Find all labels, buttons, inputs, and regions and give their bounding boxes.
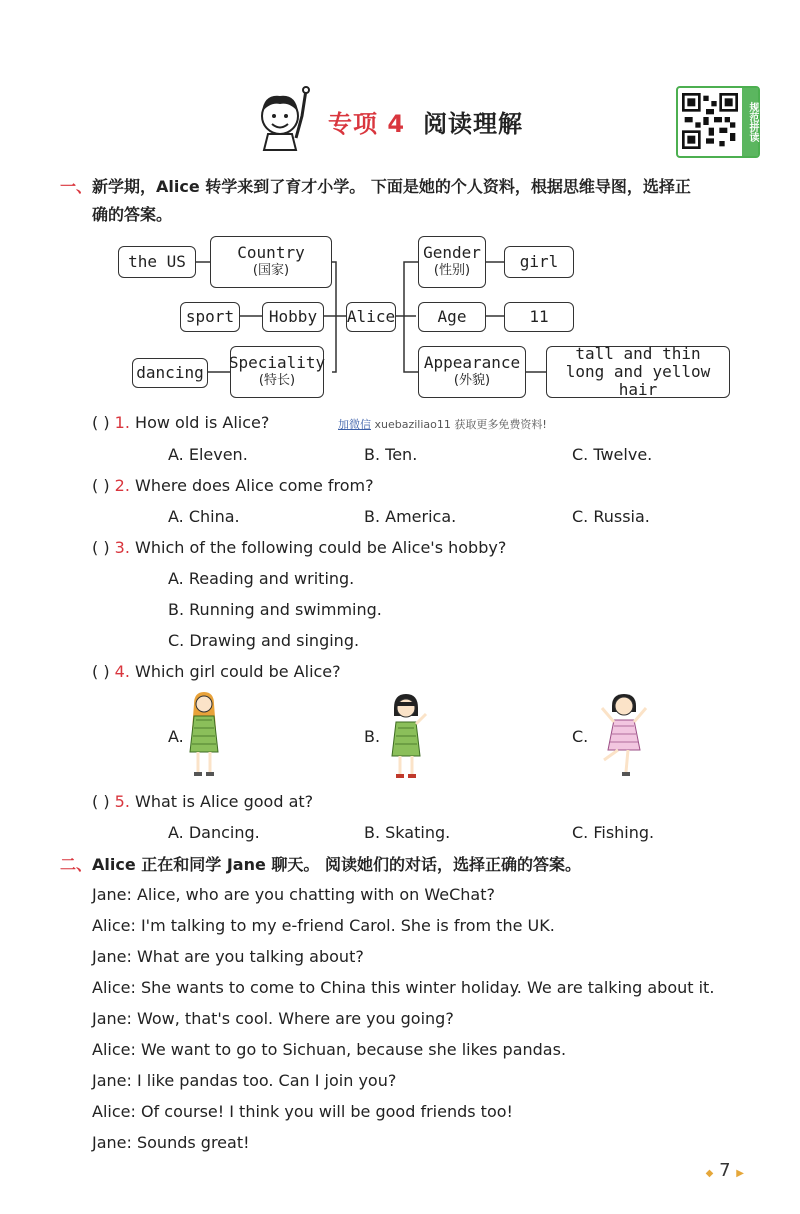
mindmap-appearance: [418, 346, 526, 398]
hobby-label: Hobby: [268, 307, 318, 326]
girl-b-icon: [384, 692, 430, 786]
title-text: 阅读理解: [423, 110, 524, 138]
q1-option-b[interactable]: B. Ten.: [364, 445, 418, 464]
mindmap-gender: [418, 236, 486, 288]
answer-blank[interactable]: ( ): [92, 792, 110, 811]
question-1: [92, 412, 269, 434]
section1-number: 一、: [60, 177, 93, 196]
mindmap-speciality-value: [132, 358, 208, 388]
age-label: Age: [437, 307, 467, 326]
mindmap-country: [210, 236, 332, 288]
question-text: How old is Alice?: [135, 413, 270, 432]
q5-option-b[interactable]: B. Skating.: [364, 823, 451, 842]
center-label: Alice: [346, 307, 396, 326]
answer-blank[interactable]: ( ): [92, 662, 110, 681]
appearance-label: Appearance: [423, 353, 521, 372]
q3-option-a[interactable]: A. Reading and writing.: [168, 569, 355, 588]
qr-side-label: 规范拼读: [742, 88, 758, 156]
country-label-cn: (国家): [252, 263, 290, 278]
question-3: [92, 537, 506, 559]
dialog-line: Alice: She wants to come to China this winter holiday. We are talking about it.: [92, 978, 715, 997]
appearance-value-line1: tall and thin: [575, 344, 701, 363]
answer-blank[interactable]: ( ): [92, 476, 110, 495]
watermark-prefix: 加微信: [338, 418, 371, 431]
girl-a-icon: [186, 690, 222, 784]
speciality-value-text: dancing: [136, 363, 204, 382]
question-number: 2.: [114, 476, 130, 495]
dialog-line: Alice: We want to go to Sichuan, because she likes pandas.: [92, 1040, 567, 1059]
dialog-line: Alice: Of course! I think you will be good friends too!: [92, 1102, 513, 1121]
speciality-label-cn: (特长): [258, 373, 296, 388]
section1-instruction-line2: 确的答案。: [92, 205, 173, 224]
mindmap-hobby-value: [180, 302, 240, 332]
country-label: Country: [237, 243, 305, 262]
dialog-line: Jane: What are you talking about?: [92, 947, 364, 966]
question-text: Which girl could be Alice?: [135, 662, 341, 681]
gender-value-text: girl: [519, 252, 559, 271]
question-5: [92, 791, 313, 813]
q4-option-c[interactable]: C.: [572, 727, 589, 746]
girl-c-icon: [596, 690, 652, 784]
country-value-text: the US: [128, 252, 186, 271]
q1-option-c[interactable]: C. Twelve.: [572, 445, 653, 464]
mindmap-age: [418, 302, 486, 332]
q2-option-b[interactable]: B. America.: [364, 507, 457, 526]
watermark: [338, 416, 547, 432]
page-number: [706, 1160, 744, 1181]
hobby-value-text: sport: [185, 307, 235, 326]
question-text: What is Alice good at?: [135, 792, 314, 811]
q5-option-c[interactable]: C. Fishing.: [572, 823, 655, 842]
dialog-line: Alice: I'm talking to my e-friend Carol. She is from the UK.: [92, 916, 555, 935]
title-number: 专项 4: [328, 110, 406, 138]
section2-text: Alice 正在和同学 Jane 聊天。 阅读她们的对话，选择正确的答案。: [92, 855, 581, 874]
speciality-label: Speciality: [228, 353, 326, 372]
q2-option-c[interactable]: C. Russia.: [572, 507, 650, 526]
question-number: 4.: [114, 662, 130, 681]
q3-option-b[interactable]: B. Running and swimming.: [168, 600, 382, 619]
page-deco-left-icon: ◆: [705, 1168, 714, 1179]
mindmap-hobby: [262, 302, 324, 332]
dialog-line: Jane: I like pandas too. Can I join you?: [92, 1071, 397, 1090]
q4-option-b[interactable]: B.: [364, 727, 381, 746]
section2-number: 二、: [60, 855, 93, 874]
question-text: Which of the following could be Alice's hobby?: [135, 538, 507, 557]
mindmap-center-alice: [346, 302, 396, 332]
mindmap-speciality: [230, 346, 324, 398]
q2-option-a[interactable]: A. China.: [168, 507, 240, 526]
question-number: 3.: [114, 538, 130, 557]
dialog-line: Jane: Sounds great!: [92, 1133, 250, 1152]
mindmap-country-value: [118, 246, 196, 278]
gender-label-cn: (性别): [433, 263, 471, 278]
dialog-line: Jane: Wow, that's cool. Where are you going?: [92, 1009, 454, 1028]
q3-option-c[interactable]: C. Drawing and singing.: [168, 631, 360, 650]
mindmap-gender-value: [504, 246, 574, 278]
section2-instruction: [60, 850, 581, 880]
section1-line1: 新学期，Alice 转学来到了育才小学。 下面是她的个人资料，根据思维导图，选择正: [92, 177, 691, 196]
page-number-text: 7: [719, 1160, 731, 1181]
q5-option-a[interactable]: A. Dancing.: [168, 823, 260, 842]
mindmap-appearance-value: [546, 346, 730, 398]
question-4: [92, 661, 341, 683]
age-value-text: 11: [529, 307, 549, 326]
page-deco-right-icon: ▶: [736, 1168, 744, 1179]
dialog-line: Jane: Alice, who are you chatting with on WeChat?: [92, 885, 495, 904]
answer-blank[interactable]: ( ): [92, 538, 110, 557]
q4-option-a[interactable]: A.: [168, 727, 184, 746]
question-number: 1.: [114, 413, 130, 432]
q1-option-a[interactable]: A. Eleven.: [168, 445, 248, 464]
question-number: 5.: [114, 792, 130, 811]
watermark-text: xuebaziliao11 获取更多免费资料!: [374, 418, 547, 431]
answer-blank[interactable]: ( ): [92, 413, 110, 432]
question-2: [92, 475, 374, 497]
mindmap-age-value: [504, 302, 574, 332]
appearance-label-cn: (外貌): [453, 373, 491, 388]
question-text: Where does Alice come from?: [135, 476, 374, 495]
appearance-value-line2: long and yellow hair: [565, 362, 711, 399]
gender-label: Gender: [423, 243, 481, 262]
